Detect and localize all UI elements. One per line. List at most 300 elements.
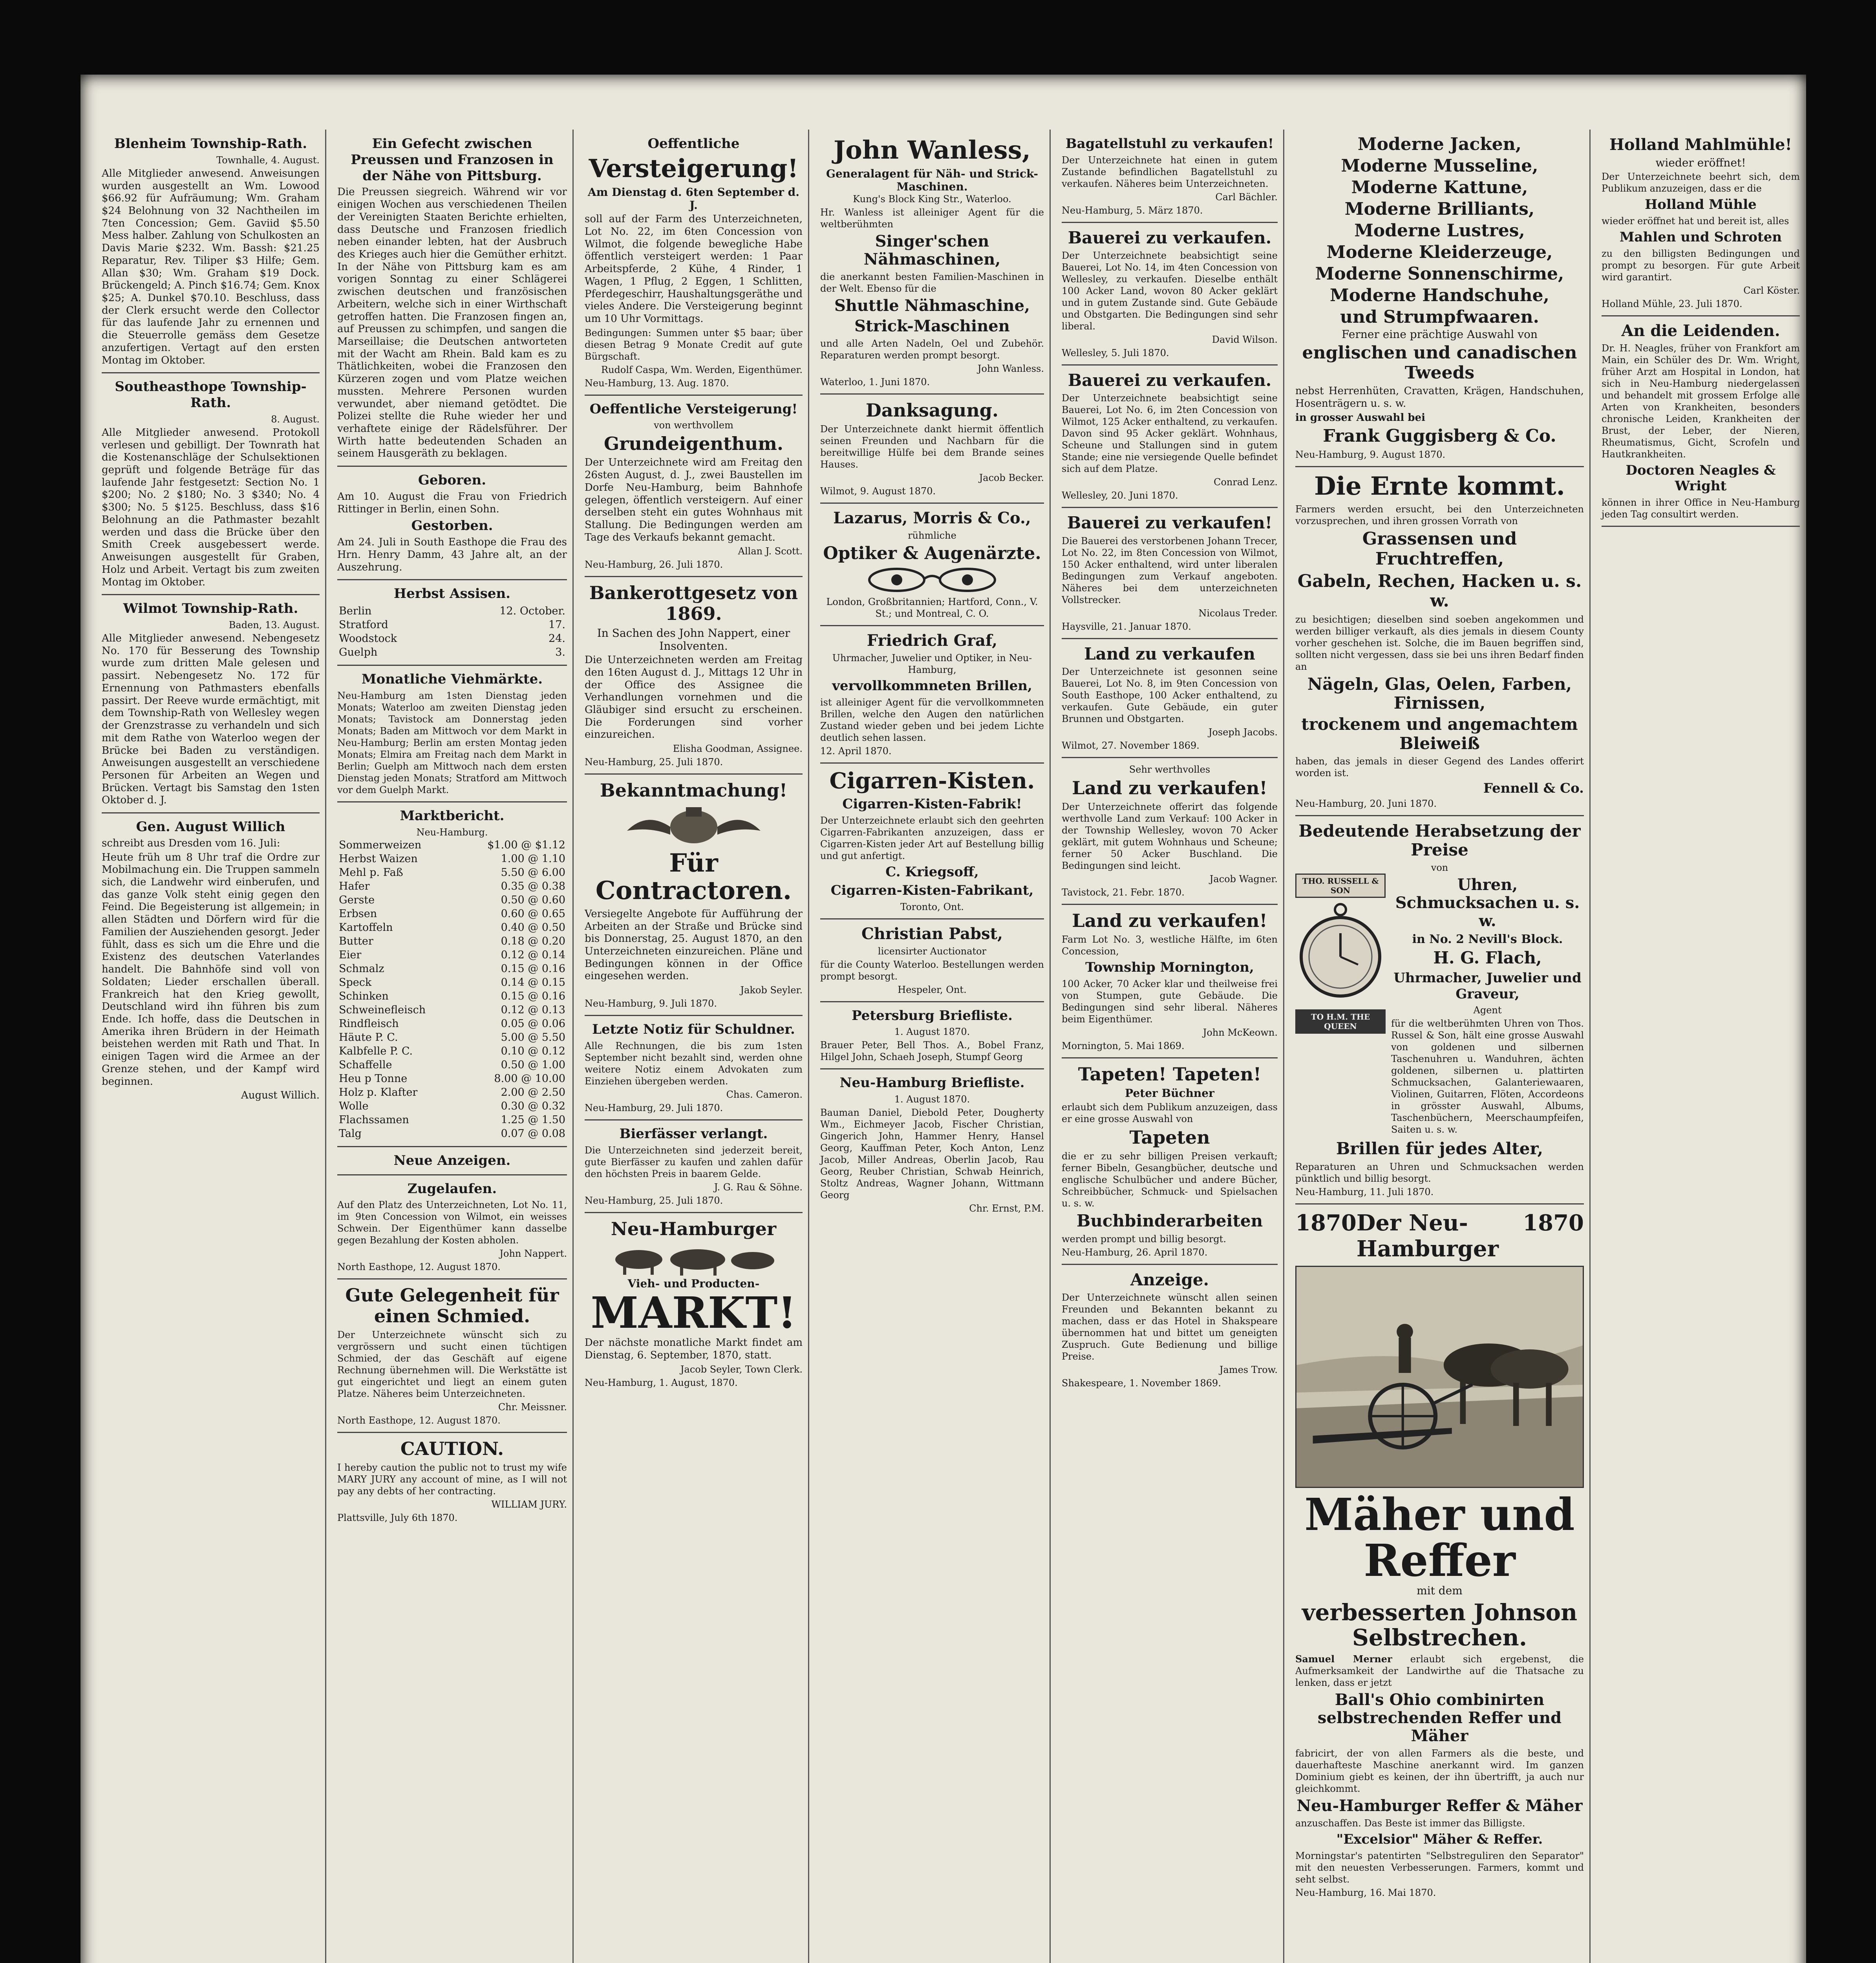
ernte-title: Die Ernte kommt. [1314,471,1565,501]
gestorben-body: Am 24. Juli in South Easthope die Frau des Hrn. Henry Damm, 43 Jahre alt, an der Auszehrung. [337,536,567,573]
jackets-line: Moderne Kleiderzeuge, [1326,242,1553,262]
market-item: Kartoffeln [339,921,393,934]
ernte-body3: haben, das jemals in dieser Gegend des Landes offerirt worden ist. [1295,755,1584,779]
wanless-strick: Strick-Maschinen [854,317,1010,336]
muehle-body3: zu den billigsten Bedingungen und prompt zu besorgen. Für gute Arbeit wird garantirt. [1602,248,1800,283]
market-price: 0.30 @ 0.32 [501,1100,565,1112]
flach-trade: Uhrmacher, Juwelier und Graveur, [1393,970,1582,1002]
wanless-body2: die anerkannt besten Familien-Maschinen in der Welt. Ebenso für die [820,271,1044,294]
schuldner-body: Alle Rechnungen, die bis zum 1sten September nicht bezahlt sind, werden ohne weitere Notiz einem Advokaten zum Einziehen übergeben werden. [585,1040,803,1087]
table-row [337,1044,567,1058]
buchbinder-body: werden prompt und billig besorgt. [1062,1233,1226,1245]
assizes-table [337,604,567,659]
table-row [337,1086,567,1099]
coat-of-arms-icon [611,803,776,846]
bierfass-title: Bierfässer verlangt. [619,1126,768,1142]
column-2 [332,133,572,1963]
bagatell-sign: Carl Bächler. [1215,191,1278,203]
market-price: 0.60 @ 0.65 [501,907,565,920]
land2-kicker: Sehr werthvolles [1129,764,1210,775]
column-5 [1056,133,1283,1963]
land1-sign: Joseph Jacobs. [1208,726,1278,738]
land3-head: Township Mornington, [1085,959,1254,975]
maeher-head3: "Excelsior" Mäher & Reffer. [1336,1831,1543,1848]
tapeten-sign: Peter Büchner [1125,1087,1214,1100]
table-row [337,852,567,866]
contractors-sign: Jakob Seyler. [740,985,803,996]
column-1 [96,133,325,1963]
market-price: 0.12 @ 0.14 [501,949,565,961]
land3-body: Farm Lot No. 3, westliche Hälfte, im 6ten Concession, [1062,934,1278,957]
auction1-kicker: Oeffentliche [647,136,740,152]
anzeige-title: Anzeige. [1130,1270,1209,1289]
ernte-firm: Fennell & Co. [1483,780,1584,796]
bankrupt-sign: Elisha Goodman, Assignee. [673,743,803,755]
graf-head: vervollkommneten Brillen, [832,678,1032,694]
muehle-head: Holland Mühle [1645,197,1757,212]
land3-date: Mornington, 5. Mai 1869. [1062,1040,1185,1051]
maeher-head2: Neu-Hamburger Reffer & Mäher [1296,1797,1583,1815]
table-row [337,989,567,1003]
market-price: 8.00 @ 10.00 [494,1072,565,1085]
war-title: Ein Gefecht zwischen Preussen und Franzosen in der Nähe von Pittsburg. [351,136,554,184]
muehle-title: Holland Mahlmühle! [1609,135,1792,154]
table-row [337,604,567,618]
land3-body2: 100 Acker, 70 Acker klar und theilweise frei von Stumpen, gute Gebäude. Die Bedingungen sind sehr liberal. Näheres beim Eigenthümer. [1062,978,1278,1025]
table-row [337,893,567,907]
table-row [337,921,567,934]
land2-sign: Jacob Wagner. [1209,873,1278,885]
jackets-list [1295,133,1584,328]
ernte-body2: zu besichtigen; dieselben sind soeben angekommen und werden billiger verkauft, als dies jemals in diesem County vorher geschehen ist. Solche, die im Bauen begriffen sind, sollten nicht vergessen, dass sie bei uns ihren Bedarf finden an [1295,614,1584,672]
market-item: Mehl p. Faß [339,866,403,879]
blenheim-dateline: Townhalle, 4. August. [216,154,320,166]
market-item: Talg [339,1127,362,1140]
column-rule [572,130,574,1963]
market-price: 2.00 @ 2.50 [501,1086,565,1098]
table-row [337,948,567,962]
anzeige-body: Der Unterzeichnete wünscht allen seinen Freunden und Bekannten bekannt zu machen, dass er das Hotel in Shakspeare übernommen hat und bittet um geneigten Zuspruch. Gute Bedienung und billige Preise. [1062,1292,1278,1362]
table-row [337,645,567,659]
market-item: Erbsen [339,907,377,920]
lazarus-big: Optiker & Augenärzte. [823,543,1041,564]
jackets-line: Moderne Brilliants, [1344,199,1535,219]
wilmot-body: Alle Mitglieder anwesend. Nebengesetz No. 170 für Besserung des Township wurde zum dritten Male gelesen und passirt. Nebengesetz No. 172 für Ernennung von Pathmasters ebenfalls passirt. Der Reeve wurde ermächtigt, mit dem Township-Rath von Wellesley wegen der Grenzstrasse zu verhandeln und sich mit dem Rathe von Waterloo wegen der Brücke bei Baden zu verständigen. Anweisungen ausgestellt an verschiedene Personen für Arbeiten an Wegen und Brücken. Vertagt bis Samstag den 1sten Oktober d. J. [102,632,320,806]
bagatell-body: Der Unterzeichnete hat einen in gutem Zustande befindlichen Bagatellstuhl zu verkaufen. Näheres beim Unterzeichneten. [1062,154,1278,189]
ernte-big4: trockenem und angemachtem Bleiweiß [1301,715,1578,753]
blenheim-title: Blenheim Township-Rath. [114,136,307,152]
market-price: $1.00 @ $1.12 [487,839,565,851]
flach-body: für die weltberühmten Uhren von Thos. Russel & Son, hält eine grosse Auswahl von goldenen und silbernen Taschenuhren u. Wanduhren, ächten goldenen, silbernen u. plattirten Schmucksachen, Galanteriewaaren, Violinen, Guitarren, Flöten, Accordeons in grösster Auswahl, Albums, Taschenbüchern, Meerschaumpfeifen, Saiten u. s. w. [1391,1018,1584,1135]
leidenden-body: Dr. H. Neagles, früher von Frankfort am Main, ein Schüler des Dr. Wm. Wright, früher Arzt am Hospital in London, hat sich in Neu-Hamburg niedergelassen und behandelt mit grossem Erfolge alle Arten von Krankheiten, besonders chronische Leiden, Krankheiten der Brust, der Leber, der Nieren, Rheumatismus, Gicht, Scrofeln und Hautkrankheiten. [1602,342,1800,460]
graf-sub: Uhrmacher, Juwelier und Optiker, in Neu-Hamburg, [832,652,1032,675]
wanless-singer: Singer'schen Nähmaschinen, [863,232,1001,269]
willich-signature: August Willich. [241,1089,320,1102]
maeher-maker: Samuel Merner [1295,1653,1392,1665]
muehle-sign: Carl Köster. [1743,285,1800,296]
table-row [337,879,567,893]
market-item: Schaffelle [339,1058,392,1071]
market-price: 0.10 @ 0.12 [501,1045,565,1057]
assizes-date: 24. [549,632,565,645]
assizes-place: Woodstock [339,632,397,645]
market-item: Wolle [339,1100,369,1112]
table-row [337,866,567,879]
bankrupt-title: Bankerottgesetz von 1869. [589,582,798,625]
assizes-date: 3. [555,646,565,659]
column-rule [1050,130,1051,1963]
column-rule [808,130,809,1963]
wilmot-title: Wilmot Township-Rath. [123,601,298,617]
market-item: Rindfleisch [339,1017,399,1030]
livestock-illustration-icon [596,1242,792,1277]
tapeten-body2: die er zu sehr billigen Preisen verkauft; ferner Bibeln, Gesangbücher, deutsche und englische Schulbücher und andere Bücher, Schreibbücher, Schmuck- und Spielsachen u. s. w. [1062,1151,1278,1209]
willich-title: Gen. August Willich [136,819,285,835]
market-price: 1.00 @ 1.10 [501,852,565,865]
jackets-tweeds: englischen und canadischen Tweeds [1302,343,1577,383]
ernte-date: Neu-Hamburg, 20. Juni 1870. [1295,798,1437,809]
flach-name: H. G. Flach, [1433,948,1542,968]
maeher-mit: mit dem [1417,1584,1463,1597]
geboren-body: Am 10. August die Frau von Friedrich Rittinger in Berlin, einen Sohn. [337,491,567,515]
maeher-year-left: 1870 [1295,1210,1357,1236]
schmied-body: Der Unterzeichnete wünscht sich zu vergrössern und sucht einen tüchtigen Schmied, der das Geschäft auf eigene Rechnung übernehmen will. Die Werkstätte ist gut eingerichtet und liegt an einem guten Platze. Näheres beim Unterzeichneten. [337,1329,567,1400]
wanless-body3: und alle Arten Nadeln, Oel und Zubehör. Reparaturen werden prompt besorgt. [820,338,1044,361]
gestorben-title: Gestorben. [411,518,493,534]
zugelaufen-title: Zugelaufen. [407,1181,497,1197]
market-table [337,838,567,1141]
market-item: Schweinefleisch [339,1003,426,1016]
schuldner-date: Neu-Hamburg, 29. Juli 1870. [585,1102,723,1113]
ernte-big1: Grassensen und Fruchtreffen, [1362,529,1517,569]
pabst-sub: licensirter Auctionator [878,945,987,957]
maeher-body2: fabricirt, der von allen Farmers als die beste, und dauerhafteste Maschine anerkannt wird. Im ganzen Dominium giebt es keinen, der ihn übertrifft, ja auch nur gleichkommt. [1295,1748,1584,1795]
land3-title: Land zu verkaufen! [1072,910,1267,931]
bierfass-body: Die Unterzeichneten sind jederzeit bereit, gute Bierfässer zu kaufen und zahlen dafür den höchsten Preis in baarem Gelde. [585,1144,803,1179]
jackets-line: Moderne Handschuhe, [1330,285,1549,305]
geboren-title: Geboren. [418,472,486,488]
southeasthope-dateline: 8. August. [271,413,320,425]
table-row [337,1058,567,1072]
maeher-big: Mäher und Reffer [1304,1489,1575,1587]
markt-title: Neu-Hamburger [611,1218,777,1239]
dank-date: Wilmot, 9. August 1870. [820,486,936,497]
tapeten-title: Tapeten! Tapeten! [1078,1063,1262,1085]
leidenden-sign: Doctoren Neagles & Wright [1626,462,1776,494]
southeasthope-body: Alle Mitglieder anwesend. Protokoll verlesen und gebilligt. Der Townrath hat die Kostenanschläge der Schulsektionen geprüft und folgende Beträge für das laufende Jahr festgesetzt: Section No. 1 $200; No. 2 $180; No. 3 $340; No. 4 $300; No. 5 $125. Beschluss, dass $16 Belohnung an die Pathmaster bezahlt werden und dass die Brücke über den Smith Creek ausgebessert werde. Anweisungen ausgestellt für Graben, Holz und Arbeit. Vertagt bis zum zweiten Montag im Oktober. [102,426,320,588]
column-rule [1283,130,1284,1963]
table-row [337,1072,567,1086]
muehle-sub: wieder eröffnet! [1655,156,1746,169]
bankrupt-body: Die Unterzeichneten werden am Freitag den 16ten August d. J., Mittags 12 Uhr in der Office des Assignee die Verhandlungen vornehmen und die Gläubiger sind ersucht zu erscheinen. Die Forderungen sind vorher einzureichen. [585,654,803,741]
assizes-place: Stratford [339,619,388,631]
muehle-date: Holland Mühle, 23. Juli 1870. [1602,298,1743,309]
land3-sign: John McKeown. [1203,1027,1278,1038]
table-row [337,632,567,645]
wilmot-dateline: Baden, 13. August. [229,620,320,631]
flach-block [1295,874,1584,1137]
nhbriefe-sign: Chr. Ernst, P.M. [969,1203,1044,1214]
flach-big: Uhren, Schmucksachen u. s. w. [1395,875,1580,930]
mower-illustration [1295,1266,1584,1488]
market-price: 0.14 @ 0.15 [501,976,565,989]
bauerei3-date: Haysville, 21. Januar 1870. [1062,621,1191,632]
jackets-firm: Frank Guggisberg & Co. [1323,426,1556,446]
maeher-body4: Morningstar's patentirten "Selbstreguliren den Separator" mit den neuesten Verbesserungen. Farmers, kommt und seht selbst. [1295,1850,1584,1885]
wanless-sub: Generalagent für Näh- und Strick-Maschinen. [826,167,1038,194]
schmied-date: North Easthope, 12. August 1870. [337,1415,501,1426]
graf-title: Friedrich Graf, [867,631,998,650]
contractors-title: Für Contractoren. [595,848,792,906]
maeher-head: Ball's Ohio combinirten selbstrechenden Reffer und Mäher [1317,1691,1562,1745]
caution-date: Plattsville, July 6th 1870. [337,1512,458,1524]
petersburg-title: Petersburg Briefliste. [852,1007,1013,1024]
auction2-sub: von werthvollem [654,420,733,431]
nhbriefe-title: Neu-Hamburg Briefliste. [839,1075,1025,1091]
dank-sign: Jacob Becker. [979,472,1044,484]
market-item: Schmalz [339,962,384,975]
cigarren-sign2: Cigarren-Kisten-Fabrikant, [830,882,1034,898]
pocket-watch-icon [1295,898,1386,1008]
table-row [337,618,567,632]
land2-date: Tavistock, 21. Febr. 1870. [1062,886,1185,898]
market-item: Speck [339,976,372,989]
market-item: Eier [339,949,362,961]
bauerei1-body: Der Unterzeichnete beabsichtigt seine Bauerei, Lot No. 14, im 4ten Concession von Wellesley, zu verkaufen. Dieselbe enthält 100 Acker Land, wovon 80 Acker geklärt und in gutem Zustande sind. Gute Gebäude und Obstgarten. Die Bedingungen sind sehr liberal. [1062,250,1278,332]
bauerei1-date: Wellesley, 5. Juli 1870. [1062,347,1169,359]
bauerei2-sign: Conrad Lenz. [1214,477,1278,488]
anzeige-sign: James Trow. [1219,1364,1278,1375]
flach-agent: Agent [1473,1005,1502,1016]
column-6 [1290,133,1589,1963]
table-row [337,1127,567,1141]
petersburg-names: Brauer Peter, Bell Thos. A., Bobel Franz, Hilgel John, Schaeh Joseph, Stumpf Georg [820,1040,1044,1063]
bauerei3-body: Die Bauerei des verstorbenen Johann Trecer, Lot No. 22, im 8ten Concession von Wilmot, 150 Acker enthaltend, wird unter liberalen Bedingungen zum Verkauf angeboten. Näheres bei dem unterzeichneten Vollstrecker. [1062,535,1278,605]
market-price: 0.18 @ 0.20 [501,935,565,947]
flach-place: in No. 2 Nevill's Block. [1412,932,1563,947]
caution-title: CAUTION. [400,1438,504,1460]
auction1-lead: Am Dienstag d. 6ten September d. J. [588,186,799,212]
muehle-head2: Mahlen und Schroten [1619,229,1782,245]
nhbriefe-names: Bauman Daniel, Diebold Peter, Dougherty Wm., Eichmeyer Jacob, Fischer Christian, Gingerich John, Hammer Henry, Hansel Georg, Kauffman Peter, Koch Anton, Lenz Jacob, Miller Andreas, Oberlin Jacob, Rau Georg, Reuber Christian, Schwab Heinrich, Stoltz Andreas, Wagner Johann, Wittmann Georg [820,1107,1044,1201]
schuldner-sign: Chas. Cameron. [726,1089,803,1100]
land1-title: Land zu verkaufen [1084,644,1255,663]
jackets-line: Moderne Musseline, [1341,156,1538,176]
cigarren-body: Der Unterzeichnete erlaubt sich den geehrten Cigarren-Fabrikanten anzuzeigen, dass er Cigarren-Kisten jeder Art auf Bestellung billig und gut anfertigt. [820,815,1044,862]
flach-brillen: Brillen für jedes Alter, [1336,1139,1543,1159]
jackets-line: Moderne Kattune, [1351,177,1528,197]
assizes-place: Guelph [339,646,378,659]
market-price: 0.05 @ 0.06 [501,1017,565,1030]
land2-body: Der Unterzeichnete offerirt das folgende werthvolle Land zum Verkauf: 100 Acker in der Township Wellesley, wovon 70 Acker geklärt, mit gutem Wohnhaus und Scheune; ferner 50 Acker Buschland. Die Bedingungen sind leicht. [1062,801,1278,871]
watch-illustration [1295,874,1386,1034]
column-rule [325,130,326,1963]
ernte-big2: Gabeln, Rechen, Hacken u. s. w. [1297,571,1582,611]
schuldner-title: Letzte Notiz für Schuldner. [592,1022,795,1038]
new-ads-heading: Neue Anzeigen. [393,1152,511,1168]
market-price: 0.07 @ 0.08 [501,1127,565,1140]
market-title: Marktbericht. [400,808,505,824]
flach-badge1: THO. RUSSELL & SON [1295,874,1386,898]
schmied-title: Gute Gelegenheit für einen Schmied. [345,1285,559,1327]
cigarren-sign: C. Kriegsoff, [885,864,979,880]
schmied-sign: Chr. Meissner. [498,1402,567,1413]
bauerei3-sign: Nicolaus Treder. [1198,607,1278,619]
column-3 [579,133,808,1963]
assizes-date: 17. [549,619,565,631]
newspaper-page [80,75,1806,1963]
auction1-terms: Bedingungen: Summen unter $5 baar; über diesen Betrag 9 Monate Credit auf gute Bürgschaft. [585,327,803,362]
market-item: Butter [339,935,373,947]
maeher-body-text: erlaubt sich ergebenst, die Aufmerksamkeit der Landwirthe auf die Thatsache zu lenken, dass er jetzt [1295,1654,1584,1689]
willich-body: Heute früh um 8 Uhr traf die Ordre zur Mobilmachung ein. Die Truppen sammeln sich, die Landwehr wird einberufen, und das ganze Volk steht einig gegen den Feind. Die Begeisterung ist allgemein; in allen Städten und Dörfern wird für die Familien der Ausziehenden gesorgt. Jeder fühlt, dass es sich um die Ehre und die Existenz des deutschen Vaterlandes handelt. Die Bahnhöfe sind voll von Soldaten; Lieder erschallen überall. Frankreich hat den Krieg gewollt, Deutschland wird ihn führen bis zum Ende. Ich hoffe, dass die Deutschen in Amerika ihren Brüdern in der Heimath beistehen werden mit Rath und That. In einigen Tagen wird die Armee an der Grenze stehen, und der Kampf wird beginnen. [102,851,320,1088]
contractors-body: Versiegelte Angebote für Aufführung der Arbeiten an der Straße und Brücke sind bis Donnerstag, 25. August 1870, an den Unterzeichneten einzureichen. Pläne und Bedingungen können in der Office eingesehen werden. [585,908,803,982]
auction1-sign: Rudolf Caspa, Wm. Werden, Eigenthümer. [601,364,803,375]
maeher-big2: verbesserten Johnson Selbstrechen. [1302,1599,1578,1651]
column-7 [1596,133,1805,1963]
flach-sub: von [1431,862,1448,874]
bagatell-title: Bagatellstuhl zu verkaufen! [1065,136,1274,152]
caution-sign: WILLIAM JURY. [491,1499,567,1510]
jackets-line: Moderne Jacken, [1357,134,1522,154]
column-rule [1589,130,1591,1963]
bauerei3-title: Bauerei zu verkaufen! [1067,513,1273,533]
markt-body: Der nächste monatliche Markt findet am Dienstag, 6. September, 1870, statt. [585,1337,803,1361]
wanless-sign: John Wanless. [977,363,1044,375]
auction2-body: Der Unterzeichnete wird am Freitag den 26sten August, d. J., zwei Baustellen im Dorfe Neu-Hamburg, beim Bahnhofe gelegen, öffentlich versteigern. Auf einer derselben steht ein gutes Wohnhaus mit Stallung. Die Bedingungen werden am Tage des Verkaufs bekannt gemacht. [585,457,803,543]
cigarren-place: Toronto, Ont. [900,901,964,912]
wanless-title: John Wanless, [834,135,1031,165]
jackets-line: Moderne Sonnenschirme, [1315,264,1564,284]
pabst-title: Christian Pabst, [861,924,1003,943]
market-item: Gerste [339,894,375,906]
maeher-body3: anzuschaffen. Das Beste ist immer das Billigste. [1295,1818,1525,1829]
monthly-body: Neu-Hamburg am 1sten Dienstag jeden Monats; Waterloo am zweiten Dienstag jeden Monats; Tavistock am Donnerstag jeden Monats; Baden am Mittwoch vor dem Markt in Neu-Hamburg; Berlin am ersten Montag jeden Monats; Elmira am Freitag nach dem Markt in Berlin; Guelph am Mittwoch nach dem ersten Dienstag jeden Monats; Stratford am Mittwoch vor dem Guelph Markt. [337,690,567,795]
buchbinder-date: Neu-Hamburg, 26. April 1870. [1062,1247,1208,1258]
dank-title: Danksagung. [866,400,998,421]
table-row [337,1003,567,1017]
auction2-date: Neu-Hamburg, 26. Juli 1870. [585,559,723,570]
table-row [337,1031,567,1044]
ernte-big3: Nägeln, Glas, Oelen, Farben, Firnissen, [1307,674,1572,713]
leidenden-body2: können in ihrer Office in Neu-Hamburg jeden Tag consultirt werden. [1602,497,1800,520]
bierfass-sign: J. G. Rau & Söhne. [714,1181,803,1193]
war-body: Die Preussen siegreich. Während wir vor einigen Wochen aus verschiedenen Theilen der Vereinigten Staaten Berichte erhielten, dass Deutsche und Franzosen friedlich neben einander lebten, hat der Ausbruch des Krieges auch hier die Gemüther erhitzt. In der Nähe von Pittsburg kam es am vorigen Sonntag zu einer Schlägerei zwischen deutschen und französischen Arbeitern, welche sich in einer Wirthschaft getroffen hatten. Die Franzosen fingen an, auf Preussen zu schimpfen, und sangen die Marseillaise; die Deutschen antworteten mit der Wacht am Rhein. Bald kam es zu Thätlichkeiten, wobei die Franzosen den Kürzeren zogen und vom Platze weichen mussten. Mehrere Personen wurden verwundet, aber niemand getödtet. Die Polizei stellte die Ruhe wieder her und verhaftete einige der Rädelsführer. Der Wirth hatte bedeutenden Schaden an seinem Hausgeräth zu beklagen. [337,186,567,460]
assizes-date: 12. October. [499,605,565,618]
auction2-title: Oeffentliche Versteigerung! [589,401,798,417]
market-price: 0.50 @ 1.00 [501,1058,565,1071]
flach-badge2: TO H.M. THE QUEEN [1295,1009,1386,1034]
land2-title: Land zu verkaufen! [1072,777,1267,799]
tapeten-body: erlaubt sich dem Publikum anzuzeigen, dass er eine grosse Auswahl von [1062,1102,1278,1125]
table-row [337,976,567,989]
bauerei2-title: Bauerei zu verkaufen. [1068,371,1272,390]
markt-sub: Vieh- und Producten- [627,1277,760,1290]
anzeige-date: Shakespeare, 1. November 1869. [1062,1377,1221,1389]
pabst-place: Hespeler, Ont. [898,984,967,995]
table-row [337,1099,567,1113]
flach-title: Bedeutende Herabsetzung der Preise [1298,821,1581,860]
auction1-body: soll auf der Farm des Unterzeichneten, Lot No. 22, im 6ten Concession von Wilmot, die folgende bewegliche Habe öffentlich versteigert werden: 1 Paar Arbeitspferde, 2 Kühe, 4 Rinder, 1 Wagen, 1 Pflug, 2 Eggen, 1 Schlitten, Pferdegeschirr, Haushaltungsgeräthe und vieles Andere. Die Versteigerung beginnt um 10 Uhr Vormittags. [585,213,803,325]
market-subtitle: Neu-Hamburg. [416,826,488,838]
market-item: Herbst Waizen [339,852,418,865]
market-item: Heu p Tonne [339,1072,408,1085]
graf-date: 12. April 1870. [820,745,892,757]
bauerei2-date: Wellesley, 20. Juni 1870. [1062,490,1178,501]
table-row [337,907,567,921]
auction1-date: Neu-Hamburg, 13. Aug. 1870. [585,377,729,389]
market-item: Hafer [339,880,370,892]
buchbinder-title: Buchbinderarbeiten [1076,1211,1263,1231]
market-price: 1.25 @ 1.50 [501,1113,565,1126]
cigarren-title: Cigarren-Kisten. [829,768,1035,794]
auction1-title: Versteigerung! [589,154,799,183]
reaping-machine-icon [1296,1267,1583,1487]
maeher-title: Der Neu-Hamburger [1356,1210,1499,1262]
market-price: 0.15 @ 0.16 [501,990,565,1002]
blenheim-body: Alle Mitglieder anwesend. Anweisungen wurden ausgestellt an Wm. Lowood $66.92 für Aufräumung; Wm. Graham $24 Belohnung von 32 Nachtheilen im 7ten Concession; Gem. Gaviid $5.50 Mess halber. Zahlung von Schulkosten an Davis Marie $232. Wm. Bassh: $21.25 Reparatur, Rev. Tiliper $3 Hilfe; Gem. Allan $30; Wm. Graham $19 Dock. Brückengeld; A. Pinch $16.74; Gem. Knox $25; A. Dunkel $70.10. Beschluss, dass der Clerk ersucht werde den Collector für das laufende Jahr zu ernennen und die Steuerrolle gemäss dem Gesetze anzufertigen. Vertagt auf den ersten Montag im Oktober. [102,167,320,366]
assizes-title: Herbst Assisen. [393,586,511,602]
markt-sign: Jacob Seyler, Town Clerk. [680,1363,803,1375]
auction2-big: Grundeigenthum. [603,433,783,455]
bagatell-date: Neu-Hamburg, 5. März 1870. [1062,205,1203,216]
jackets-line: und Strumpfwaaren. [1340,307,1539,327]
muehle-body2: wieder eröffnet hat und bereit ist, alles [1602,215,1789,227]
markt-big: MARKT! [591,1287,797,1338]
market-price: 0.35 @ 0.38 [501,880,565,892]
zugelaufen-body: Auf den Platz des Unterzeichneten, Lot No. 11, im 9ten Concession von Wilmot, ein weisses Schwein. Der Eigenthümer kann dasselbe gegen Bezahlung der Kosten abholen. [337,1199,567,1246]
jackets-line: Moderne Lustres, [1354,221,1525,241]
jackets-extra: nebst Herrenhüten, Cravatten, Krägen, Handschuhen, Hosenträgern u. s. w. [1295,385,1584,409]
jackets-date: Neu-Hamburg, 9. August 1870. [1295,449,1446,460]
market-item: Holz p. Klafter [339,1086,418,1098]
muehle-body: Der Unterzeichnete beehrt sich, dem Publikum anzuzeigen, dass er die [1602,171,1800,194]
wanless-place: Kung's Block King Str., Waterloo. [853,194,1011,205]
land1-body: Der Unterzeichnete ist gesonnen seine Bauerei, Lot No. 8, im 9ten Concession von South Easthope, 100 Acker enthaltend, zu verkaufen. Gute Gebäude, ein guter Brunnen und Obstgarten. [1062,666,1278,724]
table-row [337,1017,567,1031]
market-price: 0.40 @ 0.50 [501,921,565,934]
bankrupt-date: Neu-Hamburg, 25. Juli 1870. [585,757,723,768]
assizes-place: Berlin [339,605,372,618]
table-row [337,838,567,852]
maeher-date: Neu-Hamburg, 16. Mai 1870. [1295,1887,1436,1899]
bauerei2-body: Der Unterzeichnete beabsichtigt seine Bauerei, Lot No. 6, im 2ten Concession von Wilmot, 125 Acker enthaltend, zu verkaufen. Davon sind 95 Acker geklärt. Wohnhaus, Scheune und Stallungen sind in gutem Stande; eine nie versiegende Quelle befindet sich auf dem Platze. [1062,393,1278,475]
jackets-grosser: in grosser Auswahl bei [1295,411,1425,424]
lazarus-sub: rühmliche [908,530,956,541]
petersburg-date: 1. August 1870. [894,1026,970,1038]
flach-body2: Reparaturen an Uhren und Schmucksachen werden pünktlich und billig besorgt. [1295,1161,1584,1184]
lazarus-place: London, Großbritannien; Hartford, Conn., V. St.; und Montreal, C. O. [826,596,1038,619]
flach-text [1391,874,1584,1137]
jackets-ferner: Ferner eine prächtige Auswahl von [1342,328,1538,341]
market-price: 0.50 @ 0.60 [501,894,565,906]
column-4 [815,133,1050,1963]
table-row [337,934,567,948]
ernte-body: Farmers werden ersucht, bei den Unterzeichneten vorzusprechen, und ihren grossen Vorrath von [1295,504,1584,527]
bankrupt-sub: In Sachen des John Nappert, einer Insolventen. [597,627,790,653]
market-item: Kalbfelle P. C. [339,1045,413,1057]
market-price: 5.50 @ 6.00 [501,866,565,879]
monthly-title: Monatliche Viehmärkte. [361,671,543,687]
dank-body: Der Unterzeichnete dankt hiermit öffentlich seinen Freunden und Nachbarn für die bereitwillige Hülfe bei dem Brande seines Hauses. [820,424,1044,470]
willich-intro: schreibt aus Dresden vom 16. Juli: [102,837,280,849]
auction2-sign: Allan J. Scott. [738,546,803,557]
table-row [337,1113,567,1127]
spectacles-icon [850,566,1015,594]
maeher-year-right: 1870 [1523,1210,1584,1236]
southeasthope-title: Southeasthope Township-Rath. [115,379,307,411]
nhbriefe-date: 1. August 1870. [894,1094,970,1105]
